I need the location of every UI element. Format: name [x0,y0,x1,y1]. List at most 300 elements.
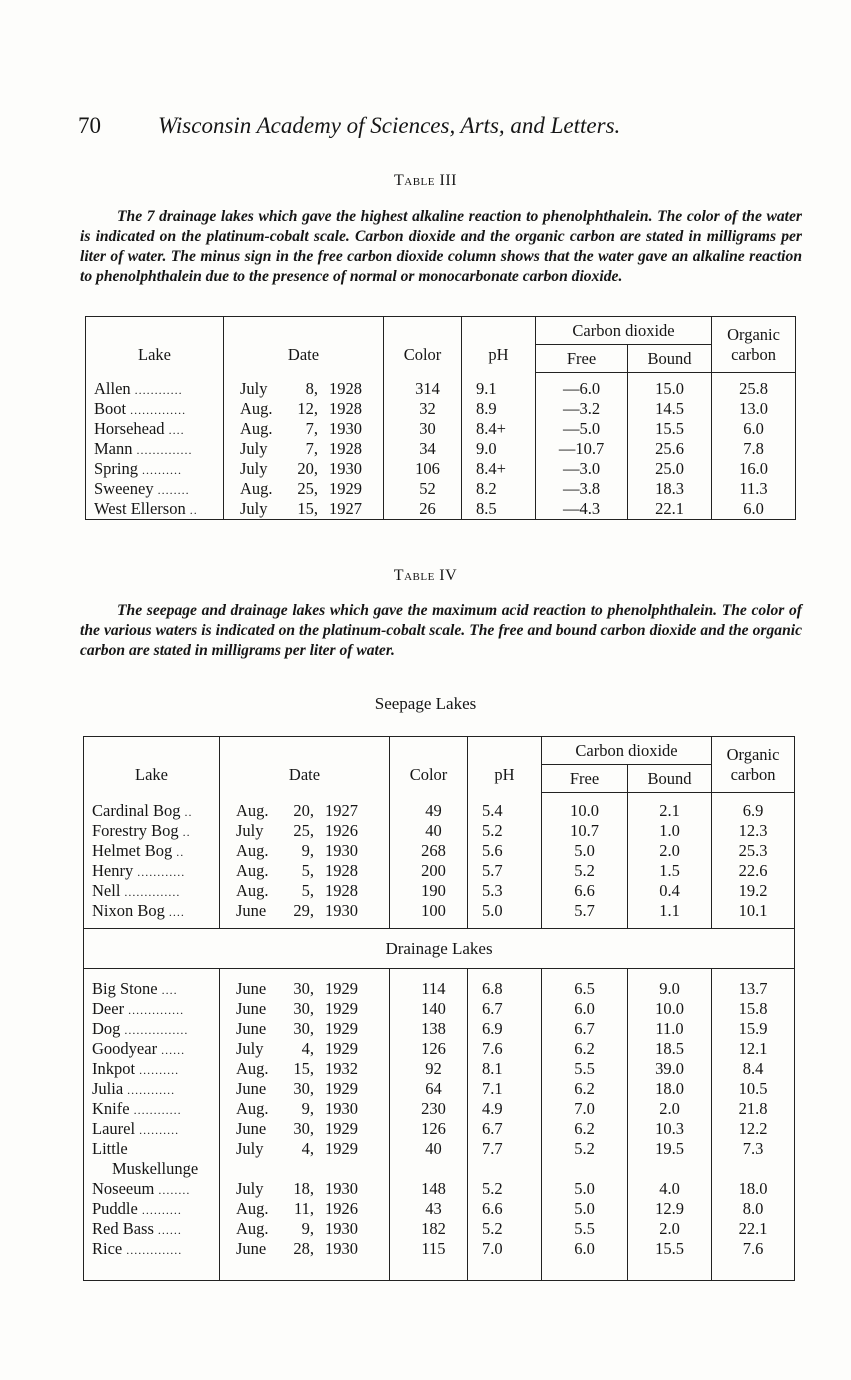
date-year: 1928 [325,880,358,900]
date-month: June [236,1018,267,1038]
date-month: June [236,1118,267,1138]
date-year: 1928 [329,398,362,418]
date-day: 20, [293,800,314,820]
free-co2-cell: 5.0 [542,1199,628,1219]
date-day: 8, [305,378,318,398]
table-row [84,979,795,999]
color-cell: 138 [390,1019,468,1039]
lake-name-cell [86,419,224,439]
ph-cell: 6.6 [468,1199,542,1219]
organic-carbon-cell: 11.3 [712,479,796,499]
organic-carbon-cell: 7.8 [712,439,796,459]
date-year: 1930 [325,840,358,860]
date-day: 25, [293,820,314,840]
col-bound: Bound [628,765,712,793]
free-co2-cell: 6.2 [542,1039,628,1059]
date-year: 1930 [329,418,362,438]
date-day: 20, [297,458,318,478]
table-row [84,1199,795,1219]
seepage-lakes-subtitle: Seepage Lakes [374,694,477,713]
col-ph: pH [488,344,509,364]
drainage-lakes-subtitle: Drainage Lakes [84,929,795,969]
table-row [84,1079,795,1099]
ph-cell: 8.1 [468,1059,542,1079]
leader-dots: ............ [130,382,183,397]
color-cell: 30 [384,419,462,439]
date-day: 12, [297,398,318,418]
date-year: 1929 [325,1078,358,1098]
ph-cell: 8.9 [462,399,536,419]
free-co2-cell: 7.0 [542,1099,628,1119]
bound-co2-cell: 15.0 [628,379,712,399]
lake-name: Cardinal Bog [92,800,181,820]
leader-dots: .......... [138,462,183,477]
table-row [86,479,796,499]
lake-name: Helmet Bog [92,840,173,860]
date-day: 5, [301,860,314,880]
color-cell: 52 [384,479,462,499]
color-cell: 148 [390,1179,468,1199]
lake-name: Puddle [92,1198,138,1218]
lake-name: Spring [94,458,139,478]
color-cell: 92 [390,1059,468,1079]
organic-carbon-cell: 15.8 [712,999,795,1019]
date-cell [220,1179,390,1199]
bound-co2-cell: 2.0 [628,841,712,861]
date-cell [220,821,390,841]
bound-co2-cell: 14.5 [628,399,712,419]
col-free: Free [542,765,628,793]
free-co2-cell: 5.5 [542,1059,628,1079]
lake-name-cell [84,901,220,921]
date-month: Aug. [236,800,269,820]
leader-dots: ........ [153,482,190,497]
date-year: 1926 [325,820,358,840]
table-row [84,861,795,881]
lake-name-cell [84,1059,220,1079]
color-cell: 40 [390,1139,468,1179]
page-number: 70 [78,113,101,138]
date-day: 29, [293,900,314,920]
bound-co2-cell: 4.0 [628,1179,712,1199]
bound-co2-cell: 2.0 [628,1099,712,1119]
col-free: Free [536,345,628,373]
organic-carbon-cell: 15.9 [712,1019,795,1039]
color-cell: 268 [390,841,468,861]
date-cell [220,1239,390,1259]
col-carbon-dioxide: Carbon dioxide [542,737,712,765]
bound-co2-cell: 12.9 [628,1199,712,1219]
lake-name-cell [84,1079,220,1099]
free-co2-cell: 5.5 [542,1219,628,1239]
leader-dots: .... [164,422,185,437]
lake-name-cell [84,1239,220,1259]
free-co2-cell: —6.0 [536,379,628,399]
date-month: Aug. [236,1058,269,1078]
free-co2-cell: —3.8 [536,479,628,499]
lake-name-cell [86,439,224,459]
leader-dots: .............. [124,1002,185,1017]
bound-co2-cell: 39.0 [628,1059,712,1079]
date-month: July [240,498,268,518]
table4 [83,736,795,1281]
date-month: Aug. [236,840,269,860]
color-cell: 140 [390,999,468,1019]
col-color: Color [403,344,442,364]
lake-name-cell [84,1099,220,1119]
color-cell: 49 [390,801,468,821]
free-co2-cell: —5.0 [536,419,628,439]
organic-carbon-cell: 25.3 [712,841,795,861]
lake-name-cell [84,801,220,821]
leader-dots: .. [172,844,185,859]
col-organic: Organic [712,737,795,765]
date-cell [220,979,390,999]
date-day: 11, [293,1198,314,1218]
color-cell: 26 [384,499,462,520]
bound-co2-cell: 2.1 [628,801,712,821]
date-month: July [240,378,268,398]
date-month: July [240,458,268,478]
lake-name: Nixon Bog [92,900,165,920]
table-row [86,419,796,439]
bound-co2-cell: 1.5 [628,861,712,881]
date-cell [220,1119,390,1139]
bound-co2-cell: 11.0 [628,1019,712,1039]
color-cell: 115 [390,1239,468,1259]
col-date: Date [288,764,321,784]
bound-co2-cell: 9.0 [628,979,712,999]
col-lake: Lake [138,344,171,364]
date-cell [224,399,384,419]
table-row [84,1119,795,1139]
lake-name: Inkpot [92,1058,136,1078]
date-year: 1930 [325,1098,358,1118]
ph-cell: 8.4+ [462,459,536,479]
table-row [84,881,795,901]
lake-name: Goodyear [92,1038,158,1058]
date-cell [224,459,384,479]
col-date: Date [287,344,320,364]
lake-name: Forestry Bog [92,820,179,840]
date-year: 1930 [325,1238,358,1258]
ph-cell: 5.0 [468,901,542,921]
date-day: 15, [297,498,318,518]
date-month: Aug. [240,398,273,418]
table-row [86,459,796,479]
date-year: 1929 [325,1018,358,1038]
date-month: July [240,438,268,458]
date-cell [220,1099,390,1119]
date-month: June [236,998,267,1018]
date-cell [224,379,384,399]
bound-co2-cell: 25.0 [628,459,712,479]
lake-name-cell [84,1119,220,1139]
ph-cell: 5.2 [468,1179,542,1199]
free-co2-cell: 5.2 [542,1139,628,1179]
organic-carbon-cell: 16.0 [712,459,796,479]
lake-name-cell [84,881,220,901]
free-co2-cell: 6.0 [542,999,628,1019]
date-month: Aug. [236,1198,269,1218]
bound-co2-cell: 1.0 [628,821,712,841]
ph-cell: 8.5 [462,499,536,520]
ph-cell: 5.3 [468,881,542,901]
lake-name-cell [84,979,220,999]
date-month: Aug. [236,880,269,900]
bound-co2-cell: 2.0 [628,1219,712,1239]
date-cell [220,1059,390,1079]
free-co2-cell: 6.5 [542,979,628,999]
ph-cell: 9.0 [462,439,536,459]
date-day: 9, [301,840,314,860]
leader-dots: .......... [135,1122,180,1137]
col-carbon: carbon [712,345,796,373]
leader-dots: ...... [153,1222,182,1237]
date-cell [224,419,384,439]
date-month: July [236,1038,264,1058]
organic-carbon-cell: 22.6 [712,861,795,881]
date-day: 28, [293,1238,314,1258]
free-co2-cell: 6.2 [542,1119,628,1139]
lake-name: Dog [92,1018,121,1038]
lake-name-cell [86,499,224,520]
lake-name-cell [86,459,224,479]
col-carbon: carbon [712,765,795,793]
bound-co2-cell: 10.3 [628,1119,712,1139]
lake-name-cell [84,1179,220,1199]
date-day: 30, [293,1018,314,1038]
date-day: 30, [293,1078,314,1098]
free-co2-cell: 10.7 [542,821,628,841]
table-row [84,841,795,861]
lake-name-cell [84,1019,220,1039]
free-co2-cell: —10.7 [536,439,628,459]
date-month: June [236,1238,267,1258]
color-cell: 34 [384,439,462,459]
free-co2-cell: 5.2 [542,861,628,881]
ph-cell: 8.4+ [462,419,536,439]
date-cell [220,801,390,821]
date-cell [220,881,390,901]
date-year: 1928 [325,860,358,880]
lake-name-cell [86,399,224,419]
lake-name: Allen [94,378,131,398]
leader-dots: ........ [154,1182,191,1197]
organic-carbon-cell: 6.0 [712,499,796,520]
date-day: 30, [293,998,314,1018]
lake-name: Red Bass [92,1218,154,1238]
date-month: Aug. [236,860,269,880]
organic-carbon-cell: 6.9 [712,801,795,821]
journal-title: Wisconsin Academy of Sciences, Arts, and Letters. [158,113,621,138]
lake-name: Nell [92,880,121,900]
lake-name-cell [86,479,224,499]
table-row [84,1219,795,1239]
lake-name: Noseeum [92,1178,155,1198]
color-cell: 190 [390,881,468,901]
ph-cell: 4.9 [468,1099,542,1119]
free-co2-cell: —3.2 [536,399,628,419]
color-cell: 126 [390,1119,468,1139]
free-co2-cell: 6.7 [542,1019,628,1039]
leader-dots: .. [178,824,191,839]
leader-dots: ............ [123,1082,176,1097]
date-month: June [236,978,267,998]
ph-cell: 9.1 [462,379,536,399]
date-month: Aug. [240,418,273,438]
leader-dots: .............. [120,884,181,899]
ph-cell: 6.9 [468,1019,542,1039]
table-row [86,399,796,419]
organic-carbon-cell: 25.8 [712,379,796,399]
col-ph: pH [494,764,515,784]
date-year: 1927 [329,498,362,518]
free-co2-cell: —4.3 [536,499,628,520]
leader-dots: .. [185,502,198,517]
leader-dots: ............ [133,864,186,879]
organic-carbon-cell: 19.2 [712,881,795,901]
date-day: 5, [301,880,314,900]
date-day: 9, [301,1218,314,1238]
date-cell [224,499,384,520]
date-day: 30, [293,978,314,998]
color-cell: 230 [390,1099,468,1119]
date-day: 25, [297,478,318,498]
lake-name-cell [84,1219,220,1239]
date-day: 7, [305,418,318,438]
date-cell [220,841,390,861]
color-cell: 64 [390,1079,468,1099]
col-color: Color [409,764,448,784]
organic-carbon-cell: 13.7 [712,979,795,999]
date-month: Aug. [236,1218,269,1238]
organic-carbon-cell: 8.0 [712,1199,795,1219]
table-row [84,1039,795,1059]
date-day: 18, [293,1178,314,1198]
lake-name-cell [86,379,224,399]
date-year: 1929 [325,998,358,1018]
color-cell: 100 [390,901,468,921]
ph-cell: 5.2 [468,821,542,841]
free-co2-cell: —3.0 [536,459,628,479]
date-cell [224,439,384,459]
bound-co2-cell: 1.1 [628,901,712,921]
leader-dots: .... [164,904,185,919]
lake-name: Mann [94,438,133,458]
organic-carbon-cell: 10.1 [712,901,795,921]
date-year: 1927 [325,800,358,820]
leader-dots: ...... [157,1042,186,1057]
table-row [84,1019,795,1039]
date-month: June [236,1078,267,1098]
date-year: 1929 [325,1038,358,1058]
free-co2-cell: 6.0 [542,1239,628,1259]
lake-name-cell [84,841,220,861]
bound-co2-cell: 0.4 [628,881,712,901]
date-day: 4, [301,1138,314,1158]
date-month: July [236,1138,264,1158]
organic-carbon-cell: 22.1 [712,1219,795,1239]
free-co2-cell: 6.2 [542,1079,628,1099]
table-row [86,379,796,399]
lake-name: Knife [92,1098,130,1118]
table-row [84,821,795,841]
lake-name: Henry [92,860,134,880]
date-year: 1928 [329,438,362,458]
lake-name: Muskellunge [112,1158,199,1178]
date-month: July [236,1178,264,1198]
leader-dots: .. [180,804,193,819]
table-row [84,1239,795,1259]
ph-cell: 6.7 [468,999,542,1019]
leader-dots: ................ [120,1022,189,1037]
lake-name: Boot [94,398,127,418]
date-cell [220,1139,390,1179]
free-co2-cell: 5.0 [542,841,628,861]
table-row [84,801,795,821]
ph-cell: 5.4 [468,801,542,821]
ph-cell: 7.0 [468,1239,542,1259]
date-year: 1929 [329,478,362,498]
leader-dots: ............ [129,1102,182,1117]
color-cell: 43 [390,1199,468,1219]
date-cell [220,1019,390,1039]
col-organic: Organic [712,317,796,345]
date-year: 1930 [329,458,362,478]
ph-cell: 5.2 [468,1219,542,1239]
organic-carbon-cell: 7.6 [712,1239,795,1259]
date-cell [220,999,390,1019]
leader-dots: .............. [132,442,193,457]
lake-name-cell [84,861,220,881]
date-cell [220,1199,390,1219]
ph-cell: 6.7 [468,1119,542,1139]
color-cell: 40 [390,821,468,841]
table3 [85,316,796,520]
lake-name-cell [84,1039,220,1059]
date-cell [220,1039,390,1059]
lake-name: Julia [92,1078,124,1098]
table-row [86,499,796,520]
bound-co2-cell: 15.5 [628,1239,712,1259]
color-cell: 314 [384,379,462,399]
date-month: June [236,900,267,920]
lake-name: Sweeney [94,478,154,498]
date-year: 1929 [325,1138,358,1158]
bound-co2-cell: 22.1 [628,499,712,520]
bound-co2-cell: 25.6 [628,439,712,459]
leader-dots: .......... [137,1202,182,1217]
leader-dots: .............. [122,1242,183,1257]
date-month: Aug. [240,478,273,498]
free-co2-cell: 10.0 [542,801,628,821]
lake-name: Rice [92,1238,123,1258]
date-month: July [236,820,264,840]
lake-name-cell [84,1199,220,1219]
lake-name: Laurel [92,1118,136,1138]
date-year: 1929 [325,1118,358,1138]
bound-co2-cell: 18.5 [628,1039,712,1059]
date-month: Aug. [236,1098,269,1118]
table3-caption: The 7 drainage lakes which gave the highest alkaline reaction to phenolphthalein. The color of the water is indicated on the platinum-cobalt scale. Carbon dioxide and the organic carbon are stated in milligrams per liter of water. The minus sign in the free carbon dioxide column shows that the water gave an alkaline reaction to phenolphthalein due to the presence of normal or monocarbonate carbon dioxide. [80,208,802,285]
bound-co2-cell: 18.0 [628,1079,712,1099]
date-cell [220,1079,390,1099]
lake-name: Big Stone [92,978,158,998]
date-day: 15, [293,1058,314,1078]
ph-cell: 7.6 [468,1039,542,1059]
organic-carbon-cell: 13.0 [712,399,796,419]
